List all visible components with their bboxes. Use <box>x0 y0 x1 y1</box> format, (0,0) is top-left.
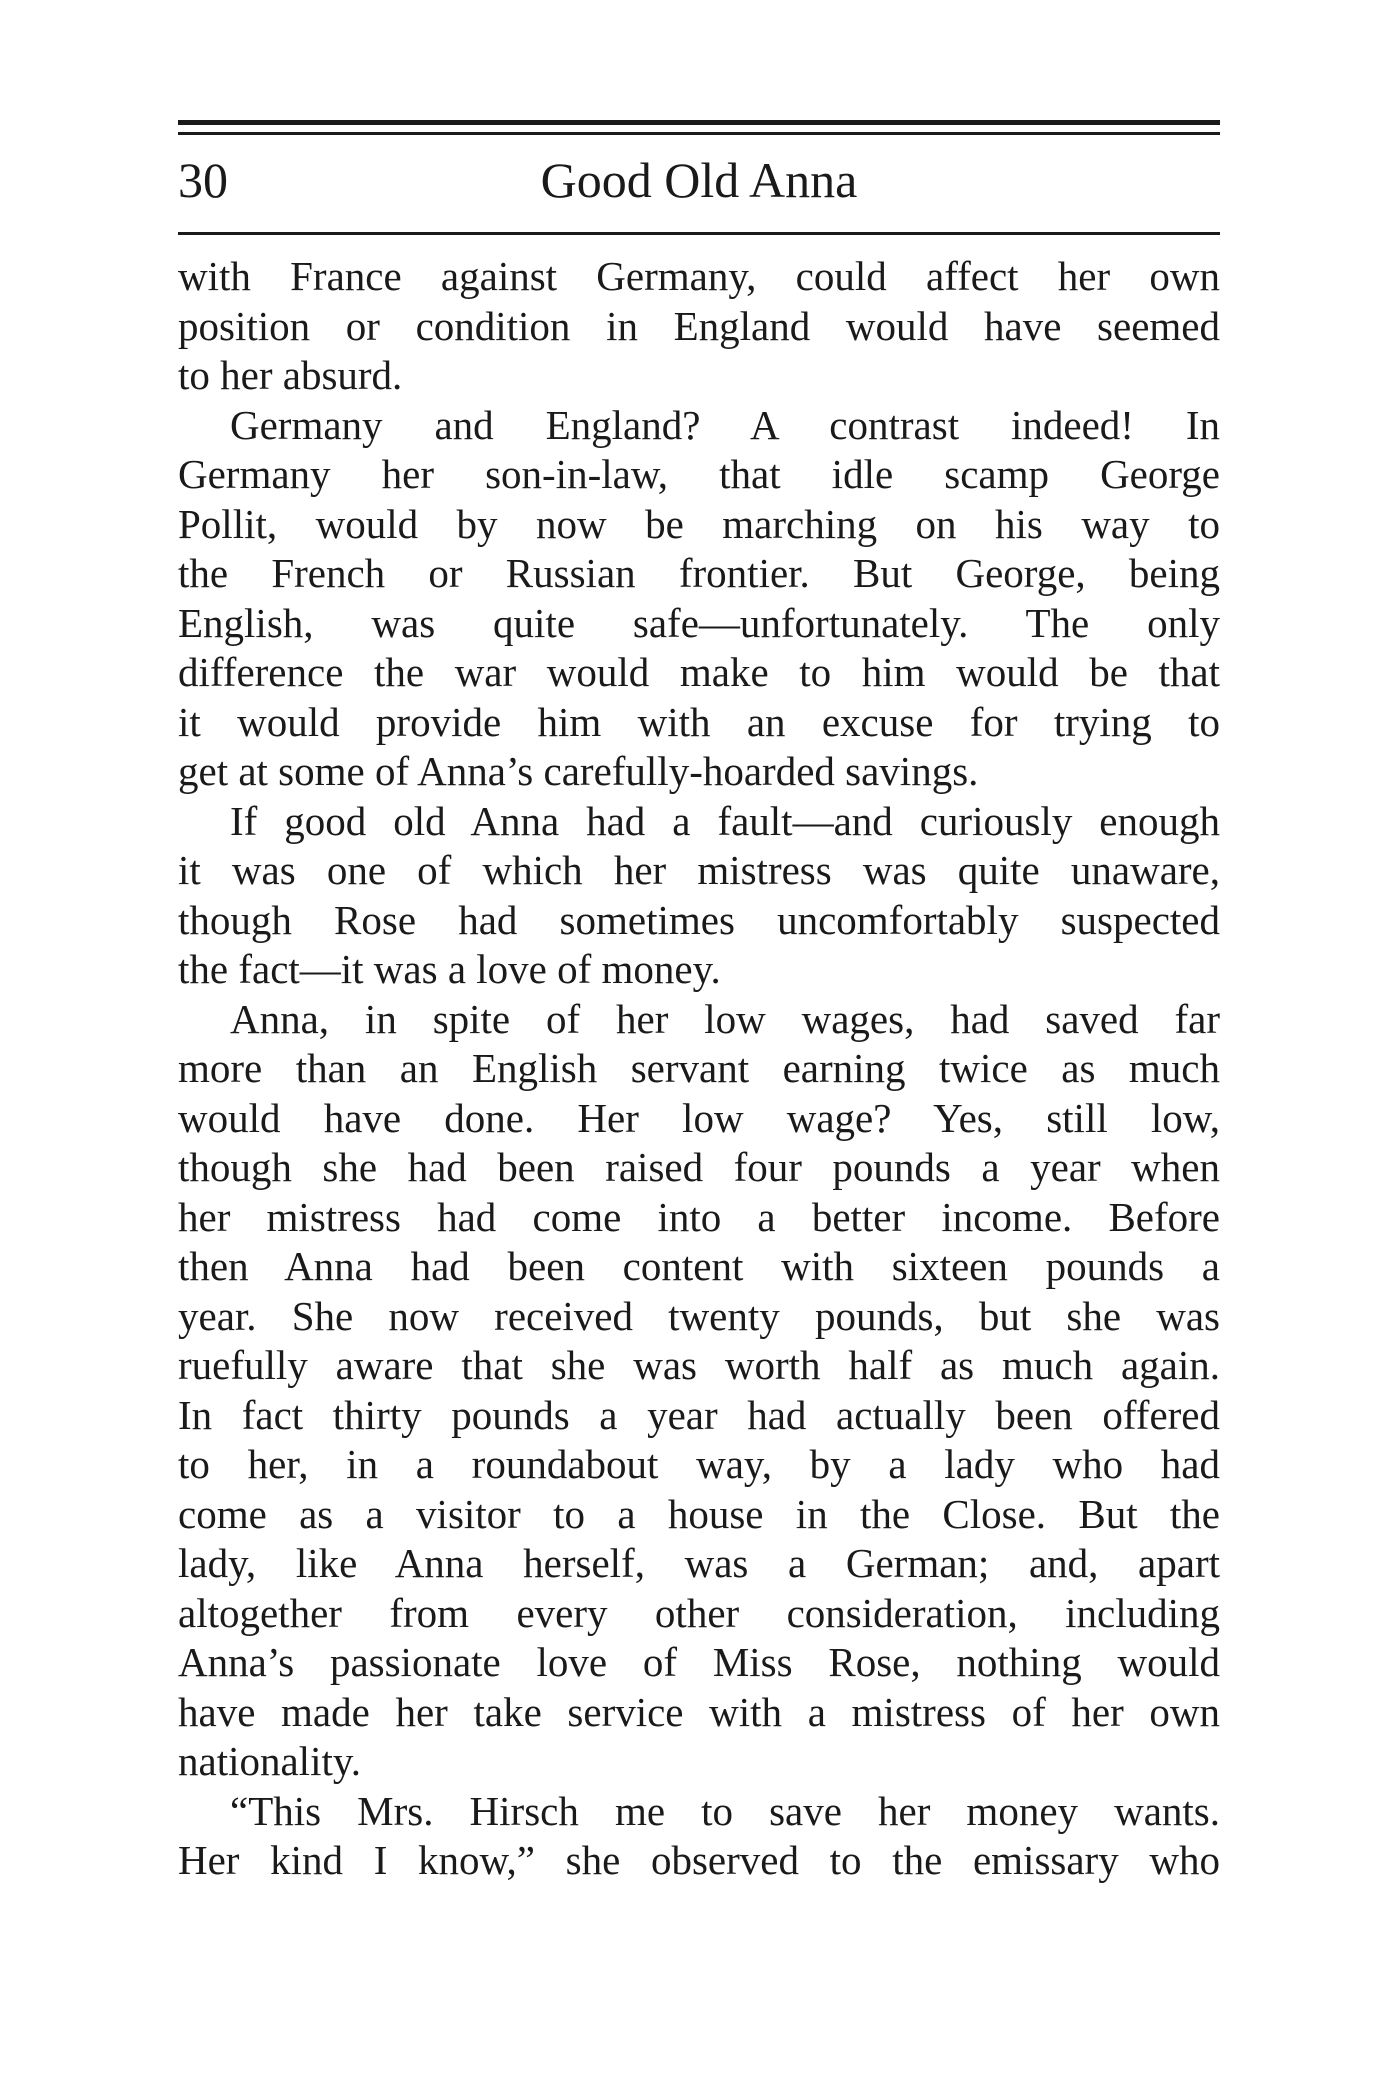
text-line: it would provide him with an excuse for trying to <box>178 698 1220 745</box>
text-line: ruefully aware that she was worth half as much again. <box>178 1342 1220 1388</box>
text-line: come as a visitor to a house in the Close. But the <box>178 1490 1220 1537</box>
text-line: with France against Germany, could affect her own <box>178 253 1220 299</box>
text-line: the fact—it was a love of money. <box>178 946 721 992</box>
text-line: get at some of Anna’s carefully-hoarded savings. <box>178 748 979 794</box>
text-line: the French or Russian frontier. But George, being <box>178 550 1220 596</box>
text-line: to her, in a roundabout way, by a lady who had <box>178 1441 1220 1487</box>
header-underline <box>178 232 1220 235</box>
text-line: Germany her son-in-law, that idle scamp George <box>178 451 1220 497</box>
text-line: nationality. <box>178 1738 361 1784</box>
text-line: though Rose had sometimes uncomfortably suspected <box>178 896 1220 943</box>
text-line: it was one of which her mistress was quite unaware, <box>178 847 1220 893</box>
running-title: Good Old Anna <box>540 152 858 208</box>
paragraph-start-line: “This Mrs. Hirsch me to save her money wants. <box>230 1787 1220 1834</box>
body-text <box>178 252 1220 1886</box>
text-line: lady, like Anna herself, was a German; and, apart <box>178 1540 1220 1586</box>
text-line: have made her take service with a mistress of her own <box>178 1688 1220 1735</box>
page-number: 30 <box>178 152 228 208</box>
text-line: to her absurd. <box>178 352 403 398</box>
header-rule-thin <box>178 132 1220 135</box>
text-line: would have done. Her low wage? Yes, still low, <box>178 1094 1220 1141</box>
text-line: Her kind I know,” she observed to the emissary who <box>178 1837 1220 1883</box>
paragraph-start-line: If good old Anna had a fault—and curiously enough <box>230 797 1220 844</box>
text-line: her mistress had come into a better income. Before <box>178 1193 1220 1240</box>
text-line: though she had been raised four pounds a year when <box>178 1144 1220 1190</box>
text-line: Pollit, would by now be marching on his way to <box>178 500 1220 547</box>
text-line: Anna’s passionate love of Miss Rose, nothing would <box>178 1639 1220 1685</box>
text-line: difference the war would make to him would be that <box>178 649 1220 695</box>
text-line: altogether from every other consideration, including <box>178 1589 1220 1636</box>
paragraph-start-line: Anna, in spite of her low wages, had saved far <box>230 995 1220 1042</box>
header-rule-thick <box>178 120 1220 125</box>
text-line: In fact thirty pounds a year had actually been offered <box>178 1391 1220 1438</box>
paragraph-start-line: Germany and England? A contrast indeed! In <box>230 401 1220 448</box>
text-line: position or condition in England would have seemed <box>178 302 1220 349</box>
text-line: then Anna had been content with sixteen pounds a <box>178 1243 1220 1289</box>
text-line: year. She now received twenty pounds, but she was <box>178 1292 1220 1339</box>
text-line: more than an English servant earning twice as much <box>178 1045 1220 1091</box>
text-line: English, was quite safe—unfortunately. The only <box>178 599 1220 646</box>
